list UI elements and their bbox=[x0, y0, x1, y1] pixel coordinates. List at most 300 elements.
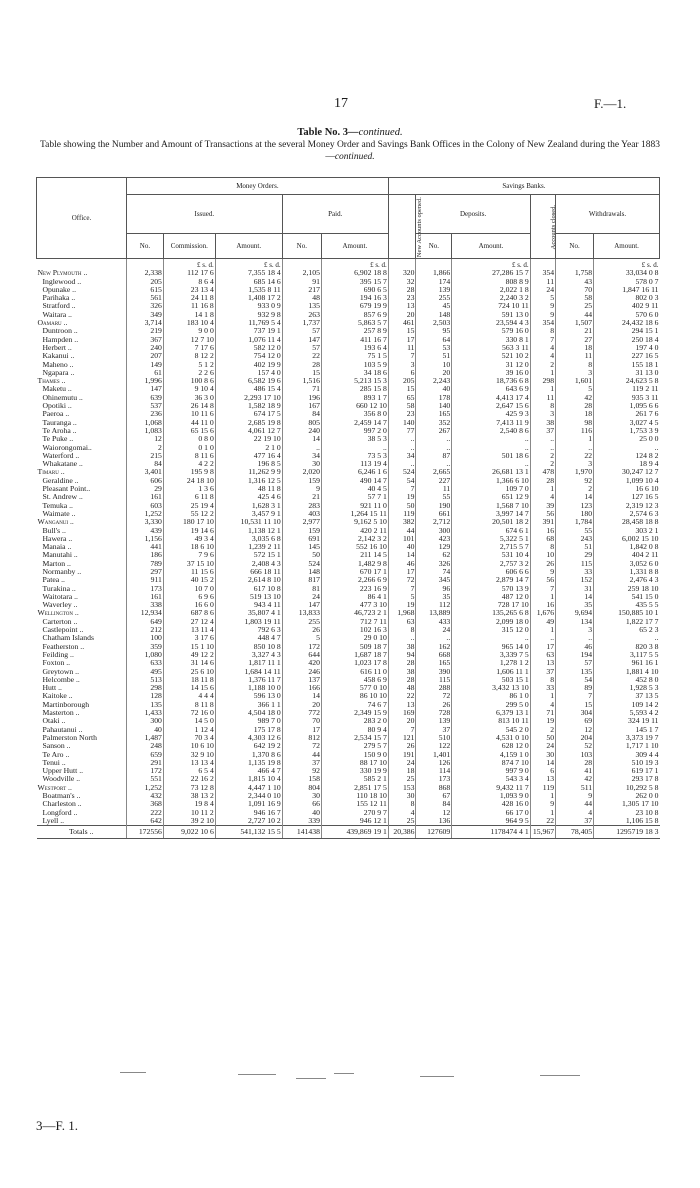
table-cell: 136 bbox=[416, 817, 452, 826]
table-header bbox=[37, 178, 660, 259]
table-cell: 3,117 5 5 bbox=[594, 651, 660, 659]
table-cell: 1,080 bbox=[126, 651, 163, 659]
table-cell: 487 12 0 bbox=[452, 593, 530, 601]
table-cell: 712 7 11 bbox=[321, 618, 388, 626]
table-cell: 65 bbox=[388, 394, 416, 402]
table-row bbox=[37, 493, 660, 501]
table-cell: 28 bbox=[388, 676, 416, 684]
table-cell: 391 bbox=[530, 518, 555, 526]
table-cell: 54 bbox=[556, 676, 594, 684]
table-cell: 1 bbox=[530, 485, 555, 493]
table-cell: 5,322 5 1 bbox=[452, 535, 530, 543]
table-cell: 561 bbox=[126, 294, 163, 302]
table-cell: 135 bbox=[282, 302, 321, 310]
table-cell: 1,083 bbox=[126, 427, 163, 435]
table-cell: 293 17 8 bbox=[594, 775, 660, 783]
table-cell: 1,628 3 1 bbox=[215, 502, 282, 510]
table-cell: 432 bbox=[126, 792, 163, 800]
table-cell: 50 bbox=[388, 502, 416, 510]
table-cell: 32 bbox=[388, 278, 416, 286]
table-cell: 354 bbox=[530, 269, 555, 277]
table-cell: 1,753 3 9 bbox=[594, 427, 660, 435]
table-cell: 279 5 7 bbox=[321, 742, 388, 750]
table-cell: 390 bbox=[416, 668, 452, 676]
table-cell: 3,339 7 5 bbox=[452, 651, 530, 659]
table-cell: .. bbox=[530, 444, 555, 452]
table-cell: 121 bbox=[388, 734, 416, 742]
office-name: Waiorongomai.. bbox=[42, 442, 92, 452]
table-row bbox=[37, 692, 660, 700]
table-cell: 3,714 bbox=[126, 319, 163, 327]
table-cell: 4,159 1 0 bbox=[452, 751, 530, 759]
table-cell: 155 18 1 bbox=[594, 361, 660, 369]
office-name: Castlepoint .. bbox=[42, 625, 84, 635]
table-cell: 11,262 9 9 bbox=[215, 468, 282, 476]
table-cell: 140 bbox=[416, 402, 452, 410]
office-name: Charleston .. bbox=[42, 799, 82, 809]
office-name: Wanganui .. bbox=[37, 517, 74, 527]
table-cell: 172 bbox=[126, 767, 163, 775]
table-cell: 26 bbox=[530, 560, 555, 568]
table-cell: 24 18 10 bbox=[163, 477, 215, 485]
table-cell: 0 8 0 bbox=[163, 435, 215, 443]
table-row bbox=[37, 651, 660, 659]
table-cell: 37 bbox=[282, 759, 321, 767]
table-cell: 13 bbox=[530, 775, 555, 783]
table-cell: 501 18 6 bbox=[452, 452, 530, 460]
table-cell: 54 bbox=[388, 477, 416, 485]
table-cell: 521 10 2 bbox=[452, 352, 530, 360]
table-cell: 35 bbox=[416, 593, 452, 601]
table-cell: 4,447 1 10 bbox=[215, 784, 282, 792]
table-cell: 2 2 6 bbox=[163, 369, 215, 377]
table-cell: 1,433 bbox=[126, 709, 163, 717]
header-new-accounts bbox=[388, 195, 423, 259]
table-cell: 270 9 7 bbox=[321, 809, 388, 817]
table-cell: 148 bbox=[416, 311, 452, 319]
table-cell: 35 bbox=[556, 601, 594, 609]
header-deposits: Deposits. bbox=[416, 195, 530, 234]
table-cell: 103 bbox=[556, 751, 594, 759]
table-cell: 2 1 0 bbox=[215, 444, 282, 452]
table-cell: 41 bbox=[556, 767, 594, 775]
table-cell: 1 3 6 bbox=[163, 485, 215, 493]
table-row bbox=[37, 585, 660, 593]
header-withdrawals-amount: Amount. bbox=[594, 234, 660, 259]
table-cell: 5,213 15 3 bbox=[321, 377, 388, 385]
table-row bbox=[37, 543, 660, 551]
table-cell: 28 bbox=[388, 659, 416, 667]
table-cell: 1,784 bbox=[556, 518, 594, 526]
table-cell: £ s. d. bbox=[452, 259, 530, 270]
table-caption-cont: continued. bbox=[334, 151, 375, 162]
table-cell: 86 1 0 bbox=[452, 692, 530, 700]
table-cell: 724 10 11 bbox=[452, 302, 530, 310]
table-cell: .. bbox=[416, 634, 452, 642]
table-cell: 345 bbox=[416, 576, 452, 584]
office-name: Totals .. bbox=[37, 826, 127, 839]
table-cell: 404 2 11 bbox=[594, 551, 660, 559]
table-cell: 24 bbox=[530, 742, 555, 750]
table-cell: 964 9 5 bbox=[452, 817, 530, 826]
table-cell: 127609 bbox=[416, 826, 452, 839]
table-cell: 56 bbox=[530, 576, 555, 584]
table-cell: 572 15 1 bbox=[215, 551, 282, 559]
table-cell: 257 8 9 bbox=[321, 327, 388, 335]
table-cell: 297 bbox=[126, 568, 163, 576]
table-cell: 102 16 3 bbox=[321, 626, 388, 634]
table-title bbox=[0, 127, 700, 138]
office-name: Carterton .. bbox=[42, 616, 78, 626]
table-cell: 1,881 4 10 bbox=[594, 668, 660, 676]
table-cell: 643 6 9 bbox=[452, 385, 530, 393]
table-cell: 1,188 10 0 bbox=[215, 684, 282, 692]
table-cell: 943 4 11 bbox=[215, 601, 282, 609]
table-cell: 56 bbox=[530, 510, 555, 518]
table-cell: 1 bbox=[530, 593, 555, 601]
table-cell: 22 bbox=[556, 452, 594, 460]
table-cell: 1,487 bbox=[126, 734, 163, 742]
table-cell: 139 bbox=[416, 717, 452, 725]
table-cell: 42 bbox=[556, 394, 594, 402]
table-cell: 509 18 7 bbox=[321, 643, 388, 651]
header-office: Office. bbox=[37, 178, 127, 259]
table-cell: 4 bbox=[530, 352, 555, 360]
table-cell: 25 6 10 bbox=[163, 668, 215, 676]
table-cell: 6,582 19 6 bbox=[215, 377, 282, 385]
table-cell: 808 8 9 bbox=[452, 278, 530, 286]
table-cell: 178 bbox=[416, 394, 452, 402]
table-cell: 65 15 6 bbox=[163, 427, 215, 435]
table-cell: 9,162 5 10 bbox=[321, 518, 388, 526]
table-cell: 439 bbox=[126, 527, 163, 535]
table-cell: 100 bbox=[126, 634, 163, 642]
table-cell: 513 bbox=[126, 676, 163, 684]
table-cell: 92 bbox=[556, 477, 594, 485]
table-cell: 2,142 3 2 bbox=[321, 535, 388, 543]
table-cell: 359 bbox=[126, 643, 163, 651]
table-cell: 551 bbox=[126, 775, 163, 783]
table-cell: 11 bbox=[416, 485, 452, 493]
table-cell: 1,842 0 8 bbox=[594, 543, 660, 551]
header-deposits-no: No. bbox=[416, 234, 452, 259]
table-row bbox=[37, 576, 660, 584]
table-cell: 1,023 17 8 bbox=[321, 659, 388, 667]
table-row bbox=[37, 809, 660, 817]
table-cell: 159 bbox=[282, 477, 321, 485]
office-name: Te Puke .. bbox=[42, 434, 74, 444]
table-cell: 26 14 8 bbox=[163, 402, 215, 410]
header-savings-banks: Savings Banks. bbox=[388, 178, 659, 195]
table-cell: 490 14 7 bbox=[321, 477, 388, 485]
table-cell: 935 3 11 bbox=[594, 394, 660, 402]
table-cell: 180 17 10 bbox=[163, 518, 215, 526]
table-cell: 3,997 14 7 bbox=[452, 510, 530, 518]
table-cell: 31 bbox=[556, 585, 594, 593]
table-cell: 402 9 11 bbox=[594, 302, 660, 310]
table-cell: 541,132 15 5 bbox=[215, 826, 282, 839]
table-cell: 691 bbox=[282, 535, 321, 543]
table-cell: 458 6 9 bbox=[321, 676, 388, 684]
table-cell: 46,723 2 1 bbox=[321, 609, 388, 617]
table-cell: 7 bbox=[388, 485, 416, 493]
table-cell: 820 3 8 bbox=[594, 643, 660, 651]
table-cell: 223 16 9 bbox=[321, 585, 388, 593]
table-cell: 874 7 10 bbox=[452, 759, 530, 767]
table-cell: £ s. d. bbox=[163, 259, 215, 270]
table-cell: 2 bbox=[556, 485, 594, 493]
table-cell: 3,327 4 3 bbox=[215, 651, 282, 659]
table-row bbox=[37, 792, 660, 800]
table-cell: 9 bbox=[530, 311, 555, 319]
table-cell: 137 bbox=[282, 676, 321, 684]
table-row bbox=[37, 377, 660, 385]
table-cell: 425 4 6 bbox=[215, 493, 282, 501]
table-cell: 96 bbox=[416, 585, 452, 593]
office-name: Helcombe .. bbox=[42, 674, 80, 684]
table-cell: 50 bbox=[282, 551, 321, 559]
table-cell: 420 2 11 bbox=[321, 527, 388, 535]
table-cell: 679 19 9 bbox=[321, 302, 388, 310]
table-cell: 72 16 0 bbox=[163, 709, 215, 717]
table-row bbox=[37, 618, 660, 626]
office-name: Opunake .. bbox=[42, 284, 77, 294]
table-cell: 22 bbox=[282, 352, 321, 360]
table-cell: 563 3 11 bbox=[452, 344, 530, 352]
table-row bbox=[37, 751, 660, 759]
table-cell: 617 10 8 bbox=[215, 585, 282, 593]
table-row bbox=[37, 361, 660, 369]
table-row bbox=[37, 452, 660, 460]
table-cell: 91 bbox=[282, 278, 321, 286]
table-cell: 141438 bbox=[282, 826, 321, 839]
table-cell: 524 bbox=[388, 468, 416, 476]
table-cell: 12,934 bbox=[126, 609, 163, 617]
table-cell: 9 bbox=[282, 485, 321, 493]
office-name: Patea .. bbox=[42, 575, 65, 585]
table-cell: 349 bbox=[126, 311, 163, 319]
table-cell: 4 2 2 bbox=[163, 460, 215, 468]
table-cell: 326 bbox=[416, 560, 452, 568]
table-row bbox=[37, 385, 660, 393]
table-cell: 119 2 11 bbox=[594, 385, 660, 393]
table-cell: 173 bbox=[126, 585, 163, 593]
table-cell: 63 bbox=[388, 618, 416, 626]
header-issued-commission: Commission. bbox=[163, 234, 215, 259]
table-cell: 639 bbox=[126, 394, 163, 402]
table-cell: 18 9 4 bbox=[594, 460, 660, 468]
table-cell: 194 bbox=[556, 651, 594, 659]
table-cell: 25 bbox=[556, 302, 594, 310]
table-cell: 802 0 3 bbox=[594, 294, 660, 302]
table-cell: 1 bbox=[530, 692, 555, 700]
table-cell: 16 6 10 bbox=[594, 485, 660, 493]
table-cell: 86 4 1 bbox=[321, 593, 388, 601]
table-cell: 3,035 6 8 bbox=[215, 535, 282, 543]
table-cell: .. bbox=[452, 634, 530, 642]
table-cell: 423 bbox=[416, 535, 452, 543]
table-cell: 62 bbox=[416, 551, 452, 559]
table-cell: 1 bbox=[530, 809, 555, 817]
table-cell: 55 bbox=[556, 527, 594, 535]
table-cell: 1,803 19 11 bbox=[215, 618, 282, 626]
table-cell: 666 18 11 bbox=[215, 568, 282, 576]
table-cell: 300 bbox=[126, 717, 163, 725]
table-cell: 167 bbox=[282, 402, 321, 410]
table-row bbox=[37, 419, 660, 427]
table-cell: 115 bbox=[556, 560, 594, 568]
table-cell: 8 bbox=[388, 800, 416, 808]
table-cell: 868 bbox=[416, 784, 452, 792]
table-cell: 236 bbox=[126, 410, 163, 418]
footer-rule bbox=[540, 1075, 580, 1076]
table-cell: 789 bbox=[126, 560, 163, 568]
header-withdrawals-no: No. bbox=[556, 234, 594, 259]
table-cell: 38 bbox=[530, 419, 555, 427]
table-cell: 24 bbox=[416, 626, 452, 634]
table-cell: 461 bbox=[388, 319, 416, 327]
table-cell: 55 12 2 bbox=[163, 510, 215, 518]
table-cell: 6 bbox=[388, 369, 416, 377]
table-cell: 46 bbox=[556, 643, 594, 651]
table-cell: 7 17 6 bbox=[163, 344, 215, 352]
table-cell: 299 5 0 bbox=[452, 701, 530, 709]
table-row bbox=[37, 634, 660, 642]
table-cell: 1,737 bbox=[282, 319, 321, 327]
table-cell: 433 bbox=[416, 618, 452, 626]
table-cell: 1,687 18 7 bbox=[321, 651, 388, 659]
table-cell: 2,319 12 3 bbox=[594, 502, 660, 510]
table-cell: 87 bbox=[416, 452, 452, 460]
table-cell: 320 bbox=[388, 269, 416, 277]
table-cell: 37 15 10 bbox=[163, 560, 215, 568]
table-cell: .. bbox=[452, 444, 530, 452]
table-row bbox=[37, 717, 660, 725]
table-cell: 28 bbox=[530, 477, 555, 485]
office-name: Foxton .. bbox=[42, 658, 71, 668]
table-cell: 38 bbox=[388, 668, 416, 676]
table-cell: 8 bbox=[556, 361, 594, 369]
table-cell: 145 bbox=[282, 543, 321, 551]
table-cell: 29 bbox=[556, 551, 594, 559]
table-cell: 18,736 6 8 bbox=[452, 377, 530, 385]
table-cell: 13 11 4 bbox=[163, 626, 215, 634]
table-cell: 946 12 1 bbox=[321, 817, 388, 826]
table-cell: 642 bbox=[126, 817, 163, 826]
table-cell: 217 bbox=[282, 286, 321, 294]
table-cell: .. bbox=[416, 444, 452, 452]
table-cell: 411 16 7 bbox=[321, 336, 388, 344]
table-row bbox=[37, 311, 660, 319]
office-name: Waitara .. bbox=[42, 309, 72, 319]
table-cell: 165 bbox=[416, 410, 452, 418]
table-cell: 20,386 bbox=[388, 826, 416, 839]
table-cell: 153 bbox=[388, 784, 416, 792]
table-cell: 8 bbox=[530, 676, 555, 684]
table-cell: 44 bbox=[282, 751, 321, 759]
table-cell: .. bbox=[321, 444, 388, 452]
table-cell: 38 bbox=[388, 643, 416, 651]
table-cell: 113 19 4 bbox=[321, 460, 388, 468]
table-cell: 129 bbox=[416, 543, 452, 551]
table-cell: 5 bbox=[388, 593, 416, 601]
header-paid-amount: Amount. bbox=[321, 234, 388, 259]
office-name: Ohinemutu .. bbox=[42, 392, 83, 402]
table-cell: 40 bbox=[126, 726, 163, 734]
table-cell: 9 0 0 bbox=[163, 327, 215, 335]
table-cell: 37 bbox=[416, 726, 452, 734]
table-cell: 6,246 1 6 bbox=[321, 468, 388, 476]
table-cell: 112 bbox=[416, 601, 452, 609]
table-cell: 633 bbox=[126, 659, 163, 667]
table-cell: 857 6 9 bbox=[321, 311, 388, 319]
table-row bbox=[37, 468, 660, 476]
table-cell: 57 bbox=[556, 659, 594, 667]
table-cell: 30,247 12 7 bbox=[594, 468, 660, 476]
table-cell: 5 bbox=[282, 634, 321, 642]
table-row bbox=[37, 601, 660, 609]
table-cell: 19 bbox=[388, 493, 416, 501]
table-cell: 61 bbox=[126, 369, 163, 377]
table-cell: 147 bbox=[282, 336, 321, 344]
table-cell: 649 bbox=[126, 618, 163, 626]
table-cell: 2,105 bbox=[282, 269, 321, 277]
table-cell: 8 bbox=[530, 402, 555, 410]
table-cell: 34 18 6 bbox=[321, 369, 388, 377]
table-cell: 9 bbox=[556, 792, 594, 800]
table-cell: 1,601 bbox=[556, 377, 594, 385]
table-cell: 1,316 12 5 bbox=[215, 477, 282, 485]
table-cell: 606 6 6 bbox=[452, 568, 530, 576]
table-row bbox=[37, 593, 660, 601]
table-cell: 7 bbox=[530, 585, 555, 593]
table-cell: 148 bbox=[282, 568, 321, 576]
table-cell: 9,694 bbox=[556, 609, 594, 617]
table-cell: 690 6 5 bbox=[321, 286, 388, 294]
table-cell: 1,264 15 11 bbox=[321, 510, 388, 518]
table-cell: 298 bbox=[126, 684, 163, 692]
table-cell: 997 2 0 bbox=[321, 427, 388, 435]
table-cell: 16 bbox=[530, 601, 555, 609]
table-cell: 122 bbox=[416, 742, 452, 750]
table-cell: 24 bbox=[530, 286, 555, 294]
table-cell: 10 bbox=[416, 361, 452, 369]
table-cell: 2,757 3 2 bbox=[452, 560, 530, 568]
table-cell: 22 bbox=[388, 692, 416, 700]
table-cell: 300 bbox=[416, 527, 452, 535]
table-cell: 7 bbox=[556, 692, 594, 700]
table-cell: 73 12 8 bbox=[163, 784, 215, 792]
table-cell: 24 11 8 bbox=[163, 294, 215, 302]
table-cell: 660 12 10 bbox=[321, 402, 388, 410]
table-row bbox=[37, 535, 660, 543]
table-cell: 186 bbox=[126, 551, 163, 559]
table-cell: 172556 bbox=[126, 826, 163, 839]
office-name: Chatham Islands bbox=[42, 633, 94, 643]
table-row bbox=[37, 668, 660, 676]
table-cell: 30 bbox=[388, 792, 416, 800]
table-cell: 577 0 10 bbox=[321, 684, 388, 692]
table-cell: 175 17 8 bbox=[215, 726, 282, 734]
table-cell: 3,457 9 1 bbox=[215, 510, 282, 518]
table-row bbox=[37, 800, 660, 808]
header-paid-no: No. bbox=[282, 234, 321, 259]
table-cell: 5 1 2 bbox=[163, 361, 215, 369]
table-cell: £ s. d. bbox=[594, 259, 660, 270]
table-row bbox=[37, 435, 660, 443]
table-cell: 119 bbox=[388, 510, 416, 518]
table-cell: 39 16 0 bbox=[452, 369, 530, 377]
